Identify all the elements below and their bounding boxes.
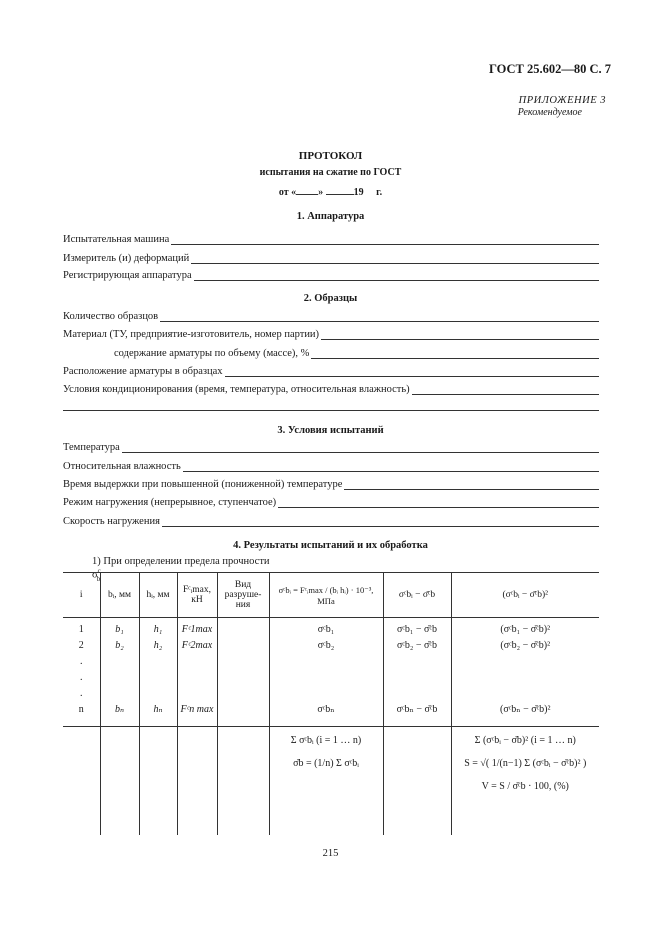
variation-formula: V = S / σ̄ᶜb · 100, (%): [481, 781, 569, 792]
field-humidity[interactable]: Относительная влажность: [63, 459, 599, 472]
col-failure-type: [217, 618, 269, 727]
field-reinforcement-layout[interactable]: Расположение арматуры в образцах: [63, 364, 599, 377]
section-2-title: 2. Образцы: [303, 293, 358, 304]
field-conditioning-continuation[interactable]: [63, 410, 599, 411]
result-item-1: 1) При определении предела прочности $\sigma^c_b$: [92, 556, 270, 583]
header-h: hᵢ, мм: [139, 573, 177, 618]
date-year: 19: [353, 187, 364, 198]
date-month-blank[interactable]: [326, 194, 354, 195]
date-mid: »: [318, 187, 324, 198]
field-hold-time[interactable]: Время выдержки при повышенной (пониженной) температуре: [63, 477, 599, 490]
sum-sigma: Σ σᶜbᵢ (i = 1 … n): [290, 735, 362, 746]
header-deviation-squared: (σᶜbᵢ − σ̄ᶜb)²: [451, 573, 599, 618]
field-loading-rate[interactable]: Скорость нагружения: [63, 514, 599, 527]
col-stress: σᶜb₁ σᶜb₂ σᶜbₙ: [269, 618, 383, 727]
sum-squares: Σ (σᶜbᵢ − σ̄b)² (i = 1 … n): [474, 735, 576, 746]
col-width: b₁ b₂ bₙ: [100, 618, 139, 727]
table-summary-row: [63, 727, 599, 836]
header-b: bᵢ, мм: [100, 573, 139, 618]
std-dev-formula: S = √( 1/(n−1) Σ (σᶜbᵢ − σ̄ᶜb)² ): [464, 758, 587, 769]
header-force: Fᶜᵢmax, кН: [177, 573, 217, 618]
section-1-title: 1. Аппаратура: [296, 211, 365, 222]
protocol-subtitle: испытания на сжатие по ГОСТ: [259, 167, 402, 178]
page-number: 215: [322, 848, 339, 859]
header-stress-formula: σᶜbᵢ = Fᶜᵢmax / (bᵢ hᵢ) · 10⁻³, МПа: [269, 573, 383, 618]
protocol-date: [0, 187, 661, 198]
results-table: [63, 572, 599, 835]
standard-header: ГОСТ 25.602—80 С. 7: [488, 62, 611, 76]
summary-statistics: [451, 727, 599, 836]
date-suffix: г.: [376, 187, 383, 198]
header-failure-type: Вид разруше-ния: [217, 573, 269, 618]
table-header-row: [63, 573, 599, 618]
col-index: 1 2 . . . n: [63, 618, 100, 727]
section-3-title: 3. Условия испытаний: [277, 425, 384, 436]
col-height: h₁ h₂ hₙ: [139, 618, 177, 727]
mean-formula: σ̄b = (1/n) Σ σᶜbᵢ: [293, 758, 359, 769]
protocol-title: ПРОТОКОЛ: [298, 150, 363, 162]
field-loading-mode[interactable]: Режим нагружения (непрерывное, ступенчатое): [63, 495, 599, 508]
field-reinforcement-content[interactable]: содержание арматуры по объему (массе), %: [114, 346, 599, 359]
col-deviation-squared: (σᶜb₁ − σ̄ᶜb)² (σᶜb₂ − σ̄ᶜb)² (σᶜbₙ − σ̄ᶜb)²: [451, 618, 599, 727]
field-strain-gauge[interactable]: Измеритель (и) деформаций: [63, 251, 599, 264]
date-day-blank[interactable]: [296, 194, 318, 195]
field-sample-count[interactable]: Количество образцов: [63, 309, 599, 322]
field-recording-equipment[interactable]: Регистрирующая аппаратура: [63, 268, 599, 281]
col-max-force: Fᶜ1max Fᶜ2max Fᶜn max: [177, 618, 217, 727]
col-deviation: σᶜb₁ − σ̄ᶜb σᶜb₂ − σ̄ᶜb σᶜbₙ − σ̄ᶜb: [383, 618, 451, 727]
summary-stress: [269, 727, 383, 836]
section-4-title: 4. Результаты испытаний и их обработка: [233, 540, 428, 551]
date-prefix: от «: [278, 187, 297, 198]
field-material[interactable]: Материал (ТУ, предприятие-изготовитель, номер партии): [63, 327, 599, 340]
appendix-note: Рекомендуемое: [517, 107, 582, 118]
header-deviation: σᶜbᵢ − σ̄ᶜb: [383, 573, 451, 618]
field-testing-machine[interactable]: Испытательная машина: [63, 232, 599, 245]
table-data-row: [63, 618, 599, 727]
header-i: i: [63, 573, 100, 618]
field-temperature[interactable]: Температура: [63, 440, 599, 453]
field-conditioning[interactable]: Условия кондиционирования (время, температура, относительная влажность): [63, 382, 599, 395]
appendix-label: ПРИЛОЖЕНИЕ 3: [518, 95, 606, 106]
